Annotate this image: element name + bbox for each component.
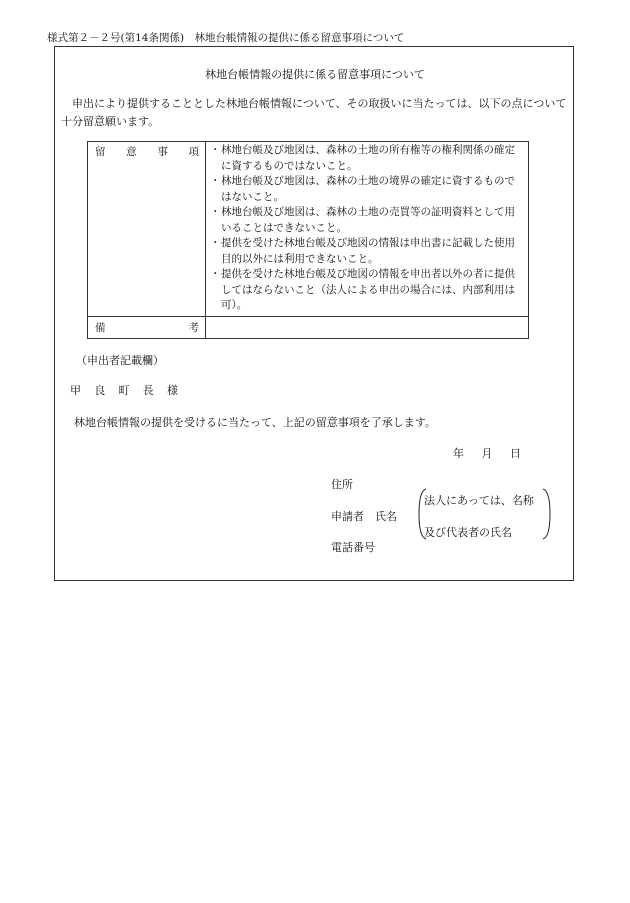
notes-header-char: 意 [126,146,137,158]
addressee-char: 良 [94,384,106,397]
notes-content-cell [206,142,529,317]
note-item: ・ 提供を受けた林地台帳及び地図の情報は申出書に記載した使用目的以外には利用できないこと。 [211,236,522,267]
corporate-note [417,487,552,541]
phone-label: 電話番号 [331,541,375,554]
note-item: ・ 林地台帳及び地図は、森林の土地の境界の確定に資するものではないこと。 [211,174,522,205]
corporate-note-line1: 法人にあっては、名称 [424,494,534,507]
applicant-section-label: （申出者記載欄） [76,354,164,367]
addressee-char: 様 [167,384,178,397]
note-item: ・ 林地台帳及び地図は、森林の土地の所有権等の権利関係の確定に資するものではないこと。 [211,143,522,174]
notes-header-char: 留 [95,146,106,158]
addressee-char: 長 [142,384,154,397]
document-title: 林地台帳情報の提供に係る留意事項について [205,68,425,81]
form-number-label: 様式第２－２号(第14条関係) 林地台帳情報の提供に係る留意事項について [47,32,405,44]
addressee [70,382,178,398]
corporate-note-line2: 及び代表者の氏名 [424,526,512,539]
intro-paragraph: 申出により提供することとした林地台帳情報について、その取扱いに当たっては、以下の点について十分留意願います。 [61,97,567,128]
notes-table [87,141,529,339]
notes-header-cell [88,142,206,317]
applicant-name-label: 申請者 氏名 [331,510,397,523]
notes-list [206,142,528,316]
notes-header-char: 事 [157,146,168,158]
document-frame [54,46,574,581]
remarks-header-char: 備 [95,321,106,334]
notes-header-char: 項 [188,146,199,158]
remarks-row [88,316,529,338]
day-label: 日 [510,447,521,460]
remarks-header-cell [88,316,206,338]
notes-row [88,142,529,317]
date-field[interactable] [453,445,521,461]
addressee-char: 町 [118,384,130,397]
note-item: ・ 提供を受けた林地台帳及び地図の情報を申出者以外の者に提供してはならないこと（法人による申出の場合には、内部利用は可）。 [211,267,522,314]
addressee-char: 甲 [70,384,81,397]
remarks-header-char: 考 [188,321,199,334]
remarks-field[interactable] [206,316,529,338]
address-label: 住所 [331,478,353,491]
year-label: 年 [453,447,464,460]
note-item: ・ 林地台帳及び地図は、森林の土地の売買等の証明資料として用いることはできないこと。 [211,205,522,236]
consent-statement: 林地台帳情報の提供を受けるに当たって、上記の留意事項を了承します。 [74,416,436,429]
remarks-header [95,319,199,335]
month-label: 月 [481,447,493,460]
notes-header [95,144,199,159]
